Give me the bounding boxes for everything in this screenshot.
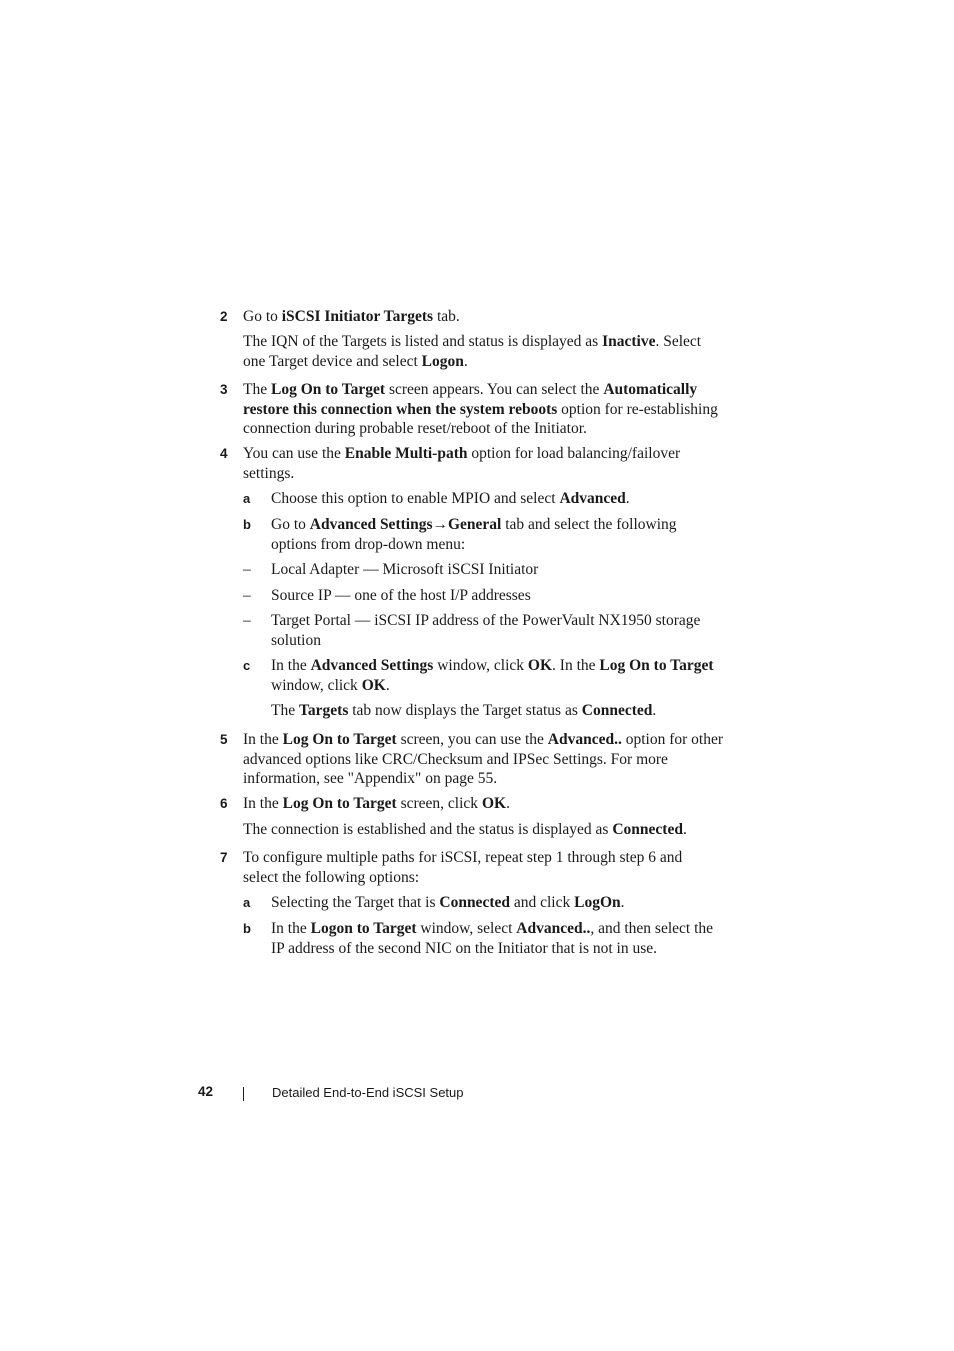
footer-title: Detailed End-to-End iSCSI Setup bbox=[272, 1085, 464, 1100]
page-number: 42 bbox=[198, 1084, 214, 1099]
substep-letter: b bbox=[243, 517, 251, 532]
step-number: 3 bbox=[220, 382, 228, 397]
step-2-text: Go to iSCSI Initiator Targets tab. bbox=[243, 308, 460, 325]
step-7b-text: In the Logon to Target window, select Advanced.., and then select the IP address of the second NIC on the Initiator that is not in use. bbox=[271, 920, 714, 957]
step-4c-paragraph: The Targets tab now displays the Target status as Connected. bbox=[271, 702, 657, 719]
step-number: 2 bbox=[220, 309, 228, 324]
step-2-paragraph: The IQN of the Targets is listed and status is displayed as Inactive. Select one Target device and select Logon. bbox=[243, 333, 702, 370]
substep-letter: b bbox=[243, 921, 251, 936]
step-number: 7 bbox=[220, 850, 228, 865]
dash-item: Local Adapter — Microsoft iSCSI Initiator bbox=[271, 561, 539, 578]
step-4b-text: Go to Advanced Settings→General tab and select the following options from drop-down menu: bbox=[271, 516, 677, 553]
step-4a-text: Choose this option to enable MPIO and select Advanced. bbox=[271, 490, 630, 507]
step-6-paragraph: The connection is established and the status is displayed as Connected. bbox=[243, 821, 687, 838]
dash-item: Target Portal — iSCSI IP address of the PowerVault NX1950 storage solution bbox=[271, 612, 701, 649]
dash-bullet: – bbox=[243, 612, 251, 629]
step-6-text: In the Log On to Target screen, click OK. bbox=[243, 795, 510, 812]
dash-item: Source IP — one of the host I/P addresses bbox=[271, 587, 531, 604]
substep-letter: c bbox=[243, 658, 251, 673]
step-number: 6 bbox=[220, 796, 228, 811]
step-7-text: To configure multiple paths for iSCSI, repeat step 1 through step 6 and select the following options: bbox=[243, 849, 683, 886]
step-7a-text: Selecting the Target that is Connected and click LogOn. bbox=[271, 894, 625, 911]
substep-letter: a bbox=[243, 895, 251, 910]
step-4c-text: In the Advanced Settings window, click OK. In the Log On to Target window, click OK. bbox=[271, 657, 714, 694]
step-3-text: The Log On to Target screen appears. You can select the Automatically restore this connection when the system reboots option for re-establishing connection during probable reset/reboot of the Initiator. bbox=[243, 381, 718, 437]
step-number: 4 bbox=[220, 446, 228, 461]
footer-divider bbox=[243, 1087, 244, 1101]
substep-letter: a bbox=[243, 491, 251, 506]
step-5-text: In the Log On to Target screen, you can use the Advanced.. option for other advanced options like CRC/Checksum and IPSec Settings. For more information, see "Appendix" on page 55. bbox=[243, 731, 724, 787]
step-number: 5 bbox=[220, 732, 228, 747]
step-4-text: You can use the Enable Multi-path option for load balancing/failover settings. bbox=[243, 445, 681, 482]
dash-bullet: – bbox=[243, 587, 251, 604]
dash-bullet: – bbox=[243, 561, 251, 578]
